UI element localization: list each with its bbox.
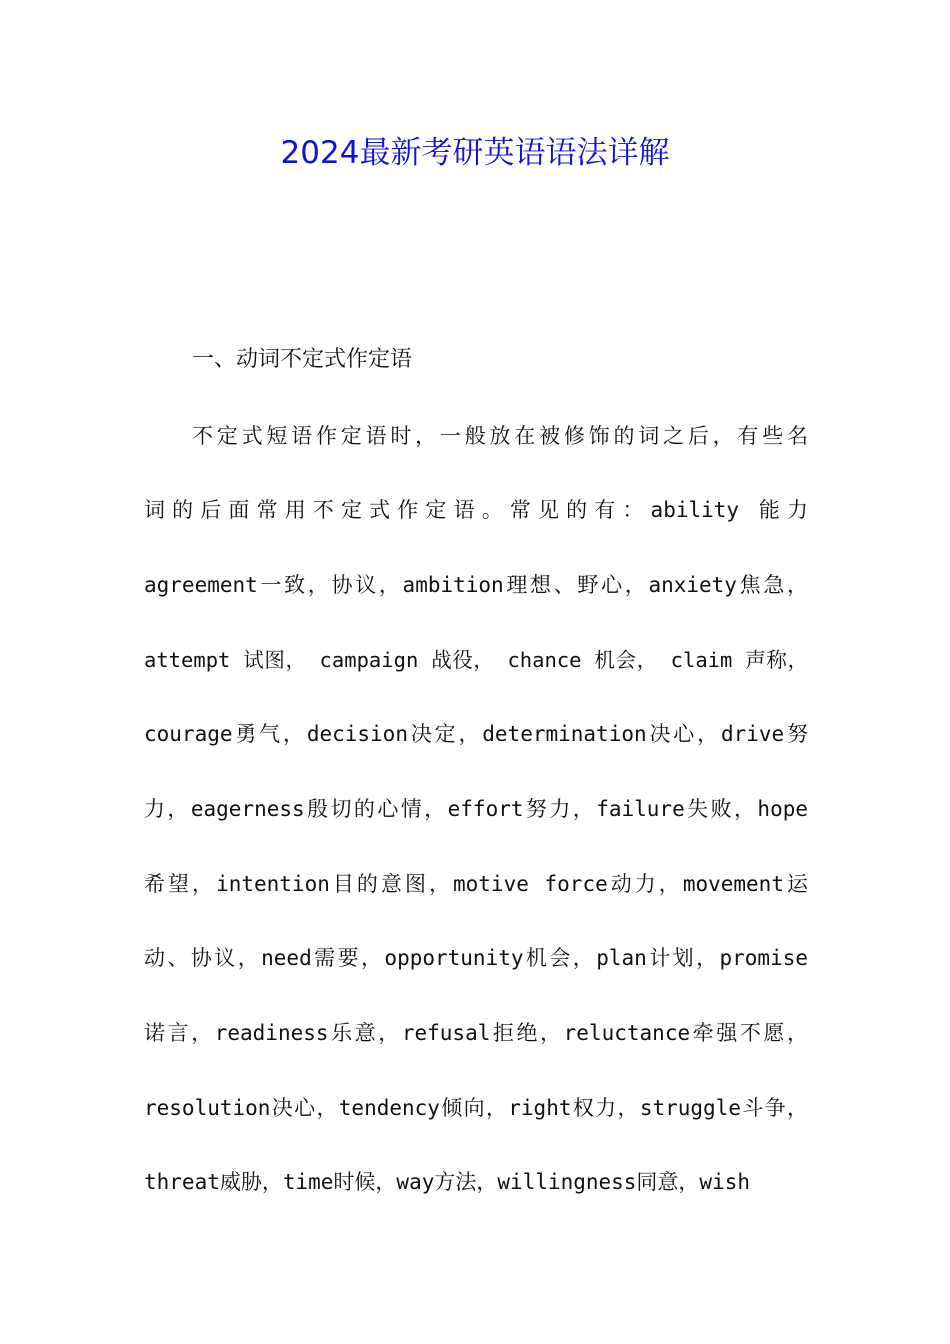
- paragraph-line-9: 诺言，readiness乐意，refusal拒绝，reluctance牵强不愿，: [144, 1021, 808, 1045]
- paragraph-line-6: 力，eagerness殷切的心情，effort努力，failure失败，hope: [144, 797, 808, 821]
- paragraph-line-3: agreement一致，协议，ambition理想、野心，anxiety焦急，: [144, 573, 808, 597]
- paragraph-line-4: attempt 试图， campaign 战役， chance 机会， claim 声称，: [144, 648, 808, 672]
- paragraph-line-11: threat威胁，time时候，way方法，willingness同意，wish: [144, 1170, 751, 1194]
- section-heading: 一、动词不定式作定语: [192, 347, 413, 372]
- paragraph-line-8: 动、协议，need需要，opportunity机会，plan计划，promise: [144, 946, 808, 970]
- paragraph-line-5: courage勇气，decision决定，determination决心，drive努: [144, 722, 808, 746]
- paragraph-line-10: resolution决心，tendency倾向，right权力，struggle斗争，: [144, 1096, 808, 1120]
- paragraph-line-2: 词的后面常用不定式作定语。常见的有：ability 能力: [144, 498, 808, 522]
- document-title: 2024最新考研英语语法详解: [280, 135, 670, 171]
- paragraph-line-1: 不定式短语作定语时，一般放在被修饰的词之后，有些名: [192, 424, 808, 448]
- paragraph-line-7: 希望，intention目的意图，motive force动力，movement运: [144, 872, 808, 896]
